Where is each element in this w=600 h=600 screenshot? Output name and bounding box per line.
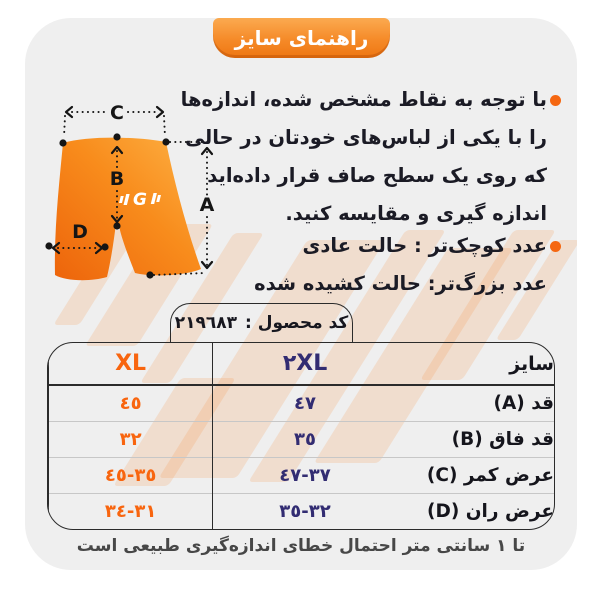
table-row-waist: [49, 457, 555, 493]
measure-a-label: A: [199, 194, 215, 216]
column-header-size: سایز: [397, 343, 554, 385]
value-xl: ٣٥-٤٥: [49, 457, 213, 493]
product-code-value: ٢١٩٦٨٣: [174, 313, 237, 333]
value-2xl: ٤٧: [213, 385, 397, 421]
product-code-tab: [170, 303, 353, 342]
instruction-line: را با یکی از لباس‌های خودتان در حالی: [185, 126, 547, 149]
row-label: عرض کمر (C): [397, 457, 554, 493]
measure-b-label: B: [109, 168, 125, 190]
value-2xl: ٣٢-٣٥: [213, 493, 397, 529]
instructions-list: [180, 81, 547, 303]
instruction-line: اندازه گیری و مقایسه کنید.: [285, 202, 547, 225]
size-table-header-row: [49, 343, 555, 385]
table-row-length: [49, 385, 555, 421]
measure-c-label: C: [110, 102, 124, 124]
size-guide-title: راهنمای سایز: [234, 26, 369, 50]
table-row-thigh: [49, 493, 555, 529]
svg-text:G: G: [133, 190, 147, 210]
row-label: قد فاق (B): [397, 421, 554, 457]
column-header-xl: XL: [49, 343, 213, 385]
row-label: عرض ران (D): [397, 493, 554, 529]
instruction-item-measure: [180, 81, 547, 233]
value-xl: ٣١-٣٤: [49, 493, 213, 529]
measure-c-arrow: [64, 102, 165, 137]
value-2xl: ٣٥: [213, 421, 397, 457]
size-guide-card: [25, 18, 577, 570]
size-guide-title-badge: [213, 18, 390, 58]
bullet-dot-icon: [550, 95, 561, 106]
instruction-line: عدد کوچک‌تر : حالت عادی: [302, 234, 547, 257]
product-code-label: کد محصول :: [245, 313, 349, 333]
measure-d-label: D: [72, 221, 88, 243]
instruction-line: که روی یک سطح صاف قرار داده‌اید: [207, 164, 547, 187]
column-header-2xl: ٢XL: [213, 343, 397, 385]
bullet-dot-icon: [550, 241, 561, 252]
instruction-item-numbers: [211, 227, 547, 303]
value-xl: ٤٥: [49, 385, 213, 421]
shorts-illustration: [55, 138, 201, 281]
table-row-rise: [49, 421, 555, 457]
row-label: قد (A): [493, 392, 554, 414]
instruction-line: با توجه به نقاط مشخص شده، اندازه‌ها: [180, 88, 547, 111]
value-xl: ٣٢: [49, 421, 213, 457]
size-table: [47, 342, 555, 530]
tolerance-note: تا ١ سانتی متر احتمال خطای اندازه‌گیری طبیعی است: [76, 536, 526, 556]
instruction-line: عدد بزرگ‌تر: حالت کشیده شده: [254, 272, 547, 295]
value-2xl: ٣٧-٤٧: [213, 457, 397, 493]
